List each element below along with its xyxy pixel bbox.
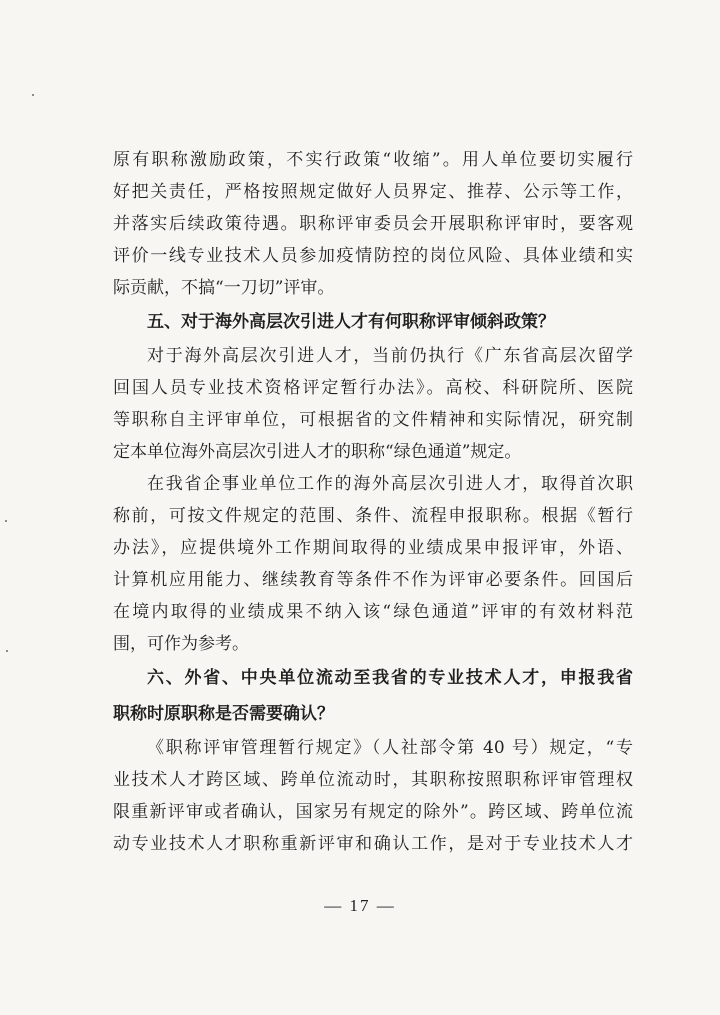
- text-line: 《职称评审管理暂行规定》（人社部令第 40 号）规定，“专: [147, 738, 633, 758]
- text-line: 在我省企事业单位工作的海外高层次引进人才，取得首次职: [147, 474, 633, 494]
- section-heading: [113, 660, 633, 732]
- text-line: 业技术人才跨区域、跨单位流动时，其职称按照职称评审管理权: [113, 770, 633, 790]
- text-line: 原有职称激励政策，不实行政策“收缩”。用人单位要切实履行: [113, 150, 633, 170]
- text-line: 定本单位海外高层次引进人才的职称“绿色通道”规定。: [113, 442, 522, 462]
- text-line: 办法》，应提供境外工作期间取得的业绩成果申报评审，外语、: [113, 538, 633, 558]
- paragraph: [113, 732, 633, 860]
- text-line: 动专业技术人才职称重新评审和确认工作，是对于专业技术人才: [113, 834, 633, 854]
- text-line: 等职称自主评审单位，可根据省的文件精神和实际情况，研究制: [113, 410, 633, 430]
- scan-speck: [5, 520, 7, 522]
- text-line: 在境内取得的业绩成果不纳入该“绿色通道”评审的有效材料范: [113, 602, 633, 622]
- text-line: 评价一线专业技术人员参加疫情防控的岗位风险、具体业绩和实: [113, 246, 633, 266]
- text-line: 对于海外高层次引进人才，当前仍执行《广东省高层次留学: [147, 346, 633, 366]
- text-line: 回国人员专业技术资格评定暂行办法》。高校、科研院所、医院: [113, 378, 633, 398]
- paragraph: [113, 340, 633, 468]
- text-line: 好把关责任，严格按照规定做好人员界定、推荐、公示等工作，: [113, 182, 633, 202]
- text-line: 围，可作为参考。: [113, 634, 249, 654]
- text-line: 计算机应用能力、继续教育等条件不作为评审必要条件。回国后: [113, 570, 633, 590]
- document-body: [113, 144, 633, 860]
- text-line: 称前，可按文件规定的范围、条件、流程申报职称。根据《暂行: [113, 506, 633, 526]
- paragraph: [113, 468, 633, 660]
- paragraph: [113, 144, 633, 304]
- text-line: 际贡献，不搞“一刀切”评审。: [113, 278, 335, 298]
- scan-speck: [6, 650, 8, 652]
- text-line: 并落实后续政策待遇。职称评审委员会开展职称评审时，要客观: [113, 214, 633, 234]
- text-line: 限重新评审或者确认，国家另有规定的除外”。跨区域、跨单位流: [113, 802, 633, 822]
- section-heading: [113, 304, 633, 340]
- heading-line: 五、对于海外高层次引进人才有何职称评审倾斜政策？: [147, 312, 555, 332]
- page-number: — 17 —: [324, 896, 396, 915]
- heading-line: 六、外省、中央单位流动至我省的专业技术人才，申报我省: [147, 668, 633, 688]
- scan-speck: [32, 94, 34, 96]
- heading-line: 职称时原职称是否需要确认？: [113, 704, 334, 724]
